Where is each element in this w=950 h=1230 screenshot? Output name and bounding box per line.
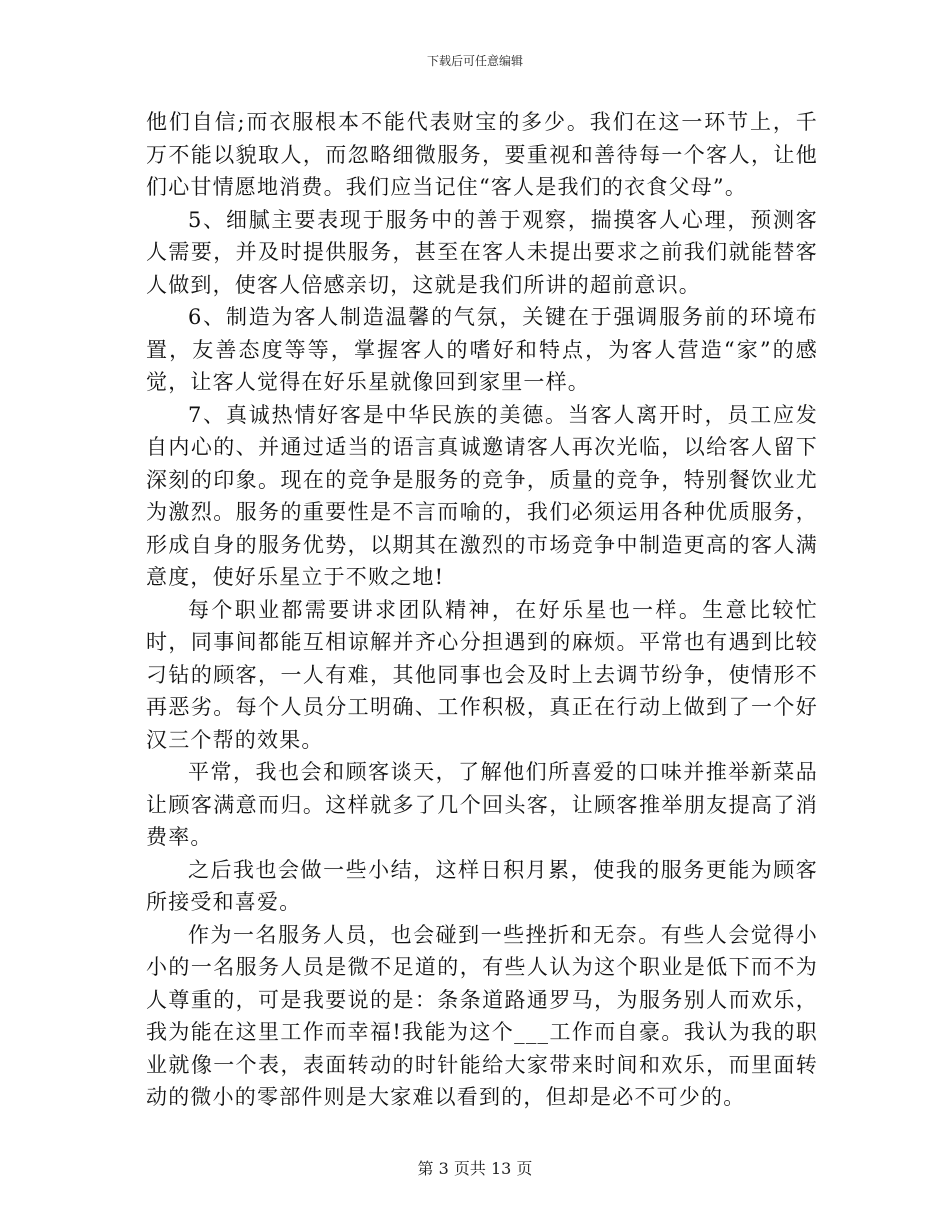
document-body [146,106,818,1114]
paragraph: 7、真诚热情好客是中华民族的美德。当客人离开时，员工应发自内心的、并通过适当的语言真诚邀请客人再次光临，以给客人留下深刻的印象。现在的竞争是服务的竞争，质量的竞争，特别餐饮业尤为激烈。服务的重要性是不言而喻的，我们必须运用各种优质服务，形成自身的服务优势，以期其在激烈的市场竞争中制造更高的客人满意度，使好乐星立于不败之地! [146,402,818,589]
header-note: 下载后可任意编辑 [426,54,523,68]
paragraph: 作为一名服务人员，也会碰到一些挫折和无奈。有些人会觉得小小的一名服务人员是微不足道的，有些人认为这个职业是低下而不为人尊重的，可是我要说的是：条条道路通罗马，为服务别人而欢乐，我为能在这里工作而幸福!我能为这个___工作而自豪。我认为我的职业就像一个表，表面转动的时针能给大家带来时间和欢乐，而里面转动的微小的零部件则是大家难以看到的，但却是必不可少的。 [146,922,818,1109]
paragraph: 6、制造为客人制造温馨的气氛，关键在于强调服务前的环境布置，友善态度等等，掌握客人的嗜好和特点，为客人营造“家”的感觉，让客人觉得在好乐星就像回到家里一样。 [146,305,818,394]
paragraph: 他们自信;而衣服根本不能代表财宝的多少。我们在这一环节上，千万不能以貌取人，而忽略细微服务，要重视和善待每一个客人，让他们心甘情愿地消费。我们应当记住“客人是我们的衣食父母”。 [146,110,818,199]
paragraph: 之后我也会做一些小结，这样日积月累，使我的服务更能为顾客所接受和喜爱。 [146,857,818,914]
paragraph: 平常，我也会和顾客谈天，了解他们所喜爱的口味并推举新菜品让顾客满意而归。这样就多了几个回头客，让顾客推举朋友提高了消费率。 [146,760,818,849]
paragraph: 每个职业都需要讲求团队精神，在好乐星也一样。生意比较忙时，同事间都能互相谅解并齐心分担遇到的麻烦。平常也有遇到比较刁钻的顾客，一人有难，其他同事也会及时上去调节纷争，使情形不再恶劣。每个人员分工明确、工作积极，真正在行动上做到了一个好汉三个帮的效果。 [146,597,818,752]
paragraph: 5、细腻主要表现于服务中的善于观察，揣摸客人心理，预测客人需要，并及时提供服务，甚至在客人未提出要求之前我们就能替客人做到，使客人倍感亲切，这就是我们所讲的超前意识。 [146,207,818,297]
page-number: 第 3 页共 13 页 [417,1159,533,1178]
